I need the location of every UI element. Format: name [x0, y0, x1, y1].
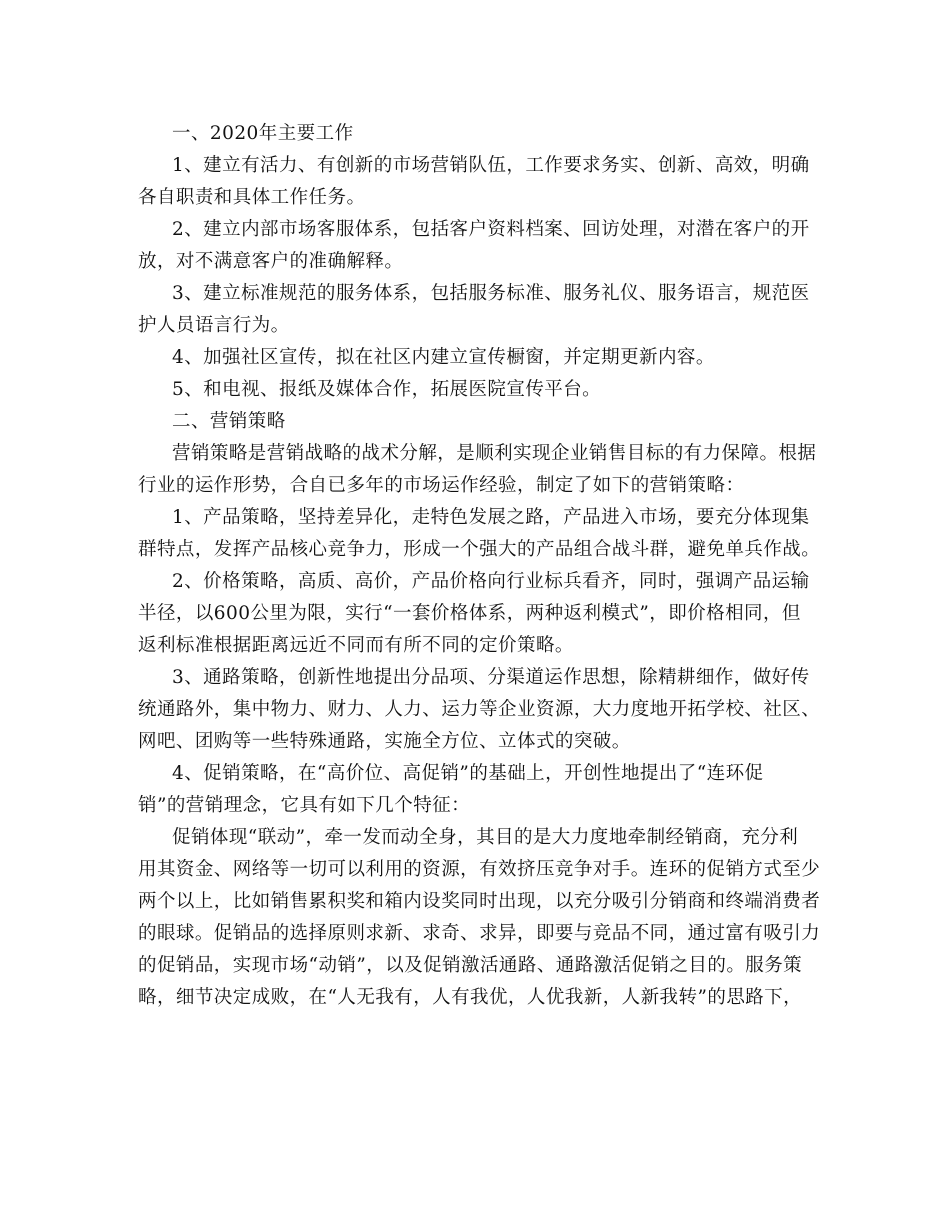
- text-line: 3、建立标准规范的服务体系，包括服务标准、服务礼仪、服务语言，规范医: [172, 283, 810, 304]
- text-line: 1、产品策略，坚持差异化，走特色发展之路，产品进入市场，要充分体现集: [172, 507, 810, 528]
- text-line: 3、通路策略，创新性地提出分品项、分渠道运作思想，除精耕细作，做好传: [172, 667, 810, 688]
- text-line: 2、建立内部市场客服体系，包括客户资料档案、回访处理，对潜在客户的开: [172, 219, 810, 240]
- text-line: 营销策略是营销战略的战术分解，是顺利实现企业销售目标的有力保障。根据: [172, 443, 817, 464]
- text-line: 4、促销策略，在“高价位、高促销”的基础上，开创性地提出了“连环促: [172, 763, 764, 784]
- text-line: 两个以上，比如销售累积奖和箱内设奖同时出现，以充分吸引分销商和终端消费者: [138, 891, 821, 912]
- text-line: 用其资金、网络等一切可以利用的资源，有效挤压竞争对手。连环的促销方式至少: [138, 859, 821, 880]
- text-line: 销”的营销理念，它具有如下几个特征：: [138, 795, 471, 816]
- text-line: 一、2020年主要工作: [172, 123, 354, 144]
- text-line: 2、价格策略，高质、高价，产品价格向行业标兵看齐，同时，强调产品运输: [172, 571, 810, 592]
- text-line: 放，对不满意客户的准确解释。: [138, 251, 404, 272]
- text-line: 统通路外，集中物力、财力、人力、运力等企业资源，大力度地开拓学校、社区、: [138, 699, 821, 720]
- text-line: 4、加强社区宣传，拟在社区内建立宣传橱窗，并定期更新内容。: [172, 347, 715, 368]
- text-line: 群特点，发挥产品核心竞争力，形成一个强大的产品组合战斗群，避免单兵作战。: [138, 539, 821, 560]
- text-line: 返利标准根据距离远近不同而有所不同的定价策略。: [138, 635, 574, 656]
- document-body: [138, 118, 821, 1014]
- text-line: 半径，以600公里为限，实行“一套价格体系，两种返利模式”，即价格相同，但: [138, 603, 801, 624]
- text-line: 网吧、团购等一些特殊通路，实施全方位、立体式的突破。: [138, 731, 631, 752]
- text-line: 护人员语言行为。: [138, 315, 290, 336]
- text-line: 的眼球。促销品的选择原则求新、求奇、求异，即要与竞品不同，通过富有吸引力: [138, 923, 821, 944]
- text-line: 促销体现“联动”，牵一发而动全身，其目的是大力度地牵制经销商，充分利: [172, 827, 799, 848]
- text-line: 略，细节决定成败，在“人无我有，人有我优，人优我新，人新我转”的思路下，: [138, 987, 803, 1008]
- text-line: 的促销品，实现市场“动销”，以及促销激活通路、通路激活促销之目的。服务策: [138, 955, 803, 976]
- text-line: 各自职责和具体工作任务。: [138, 187, 366, 208]
- text-line: 5、和电视、报纸及媒体合作，拓展医院宣传平台。: [172, 379, 602, 400]
- text-line: 行业的运作形势，合自已多年的市场运作经验，制定了如下的营销策略：: [138, 475, 745, 496]
- text-line: 二、营销策略: [172, 411, 286, 432]
- text-line: 1、建立有活力、有创新的市场营销队伍，工作要求务实、创新、高效，明确: [172, 155, 810, 176]
